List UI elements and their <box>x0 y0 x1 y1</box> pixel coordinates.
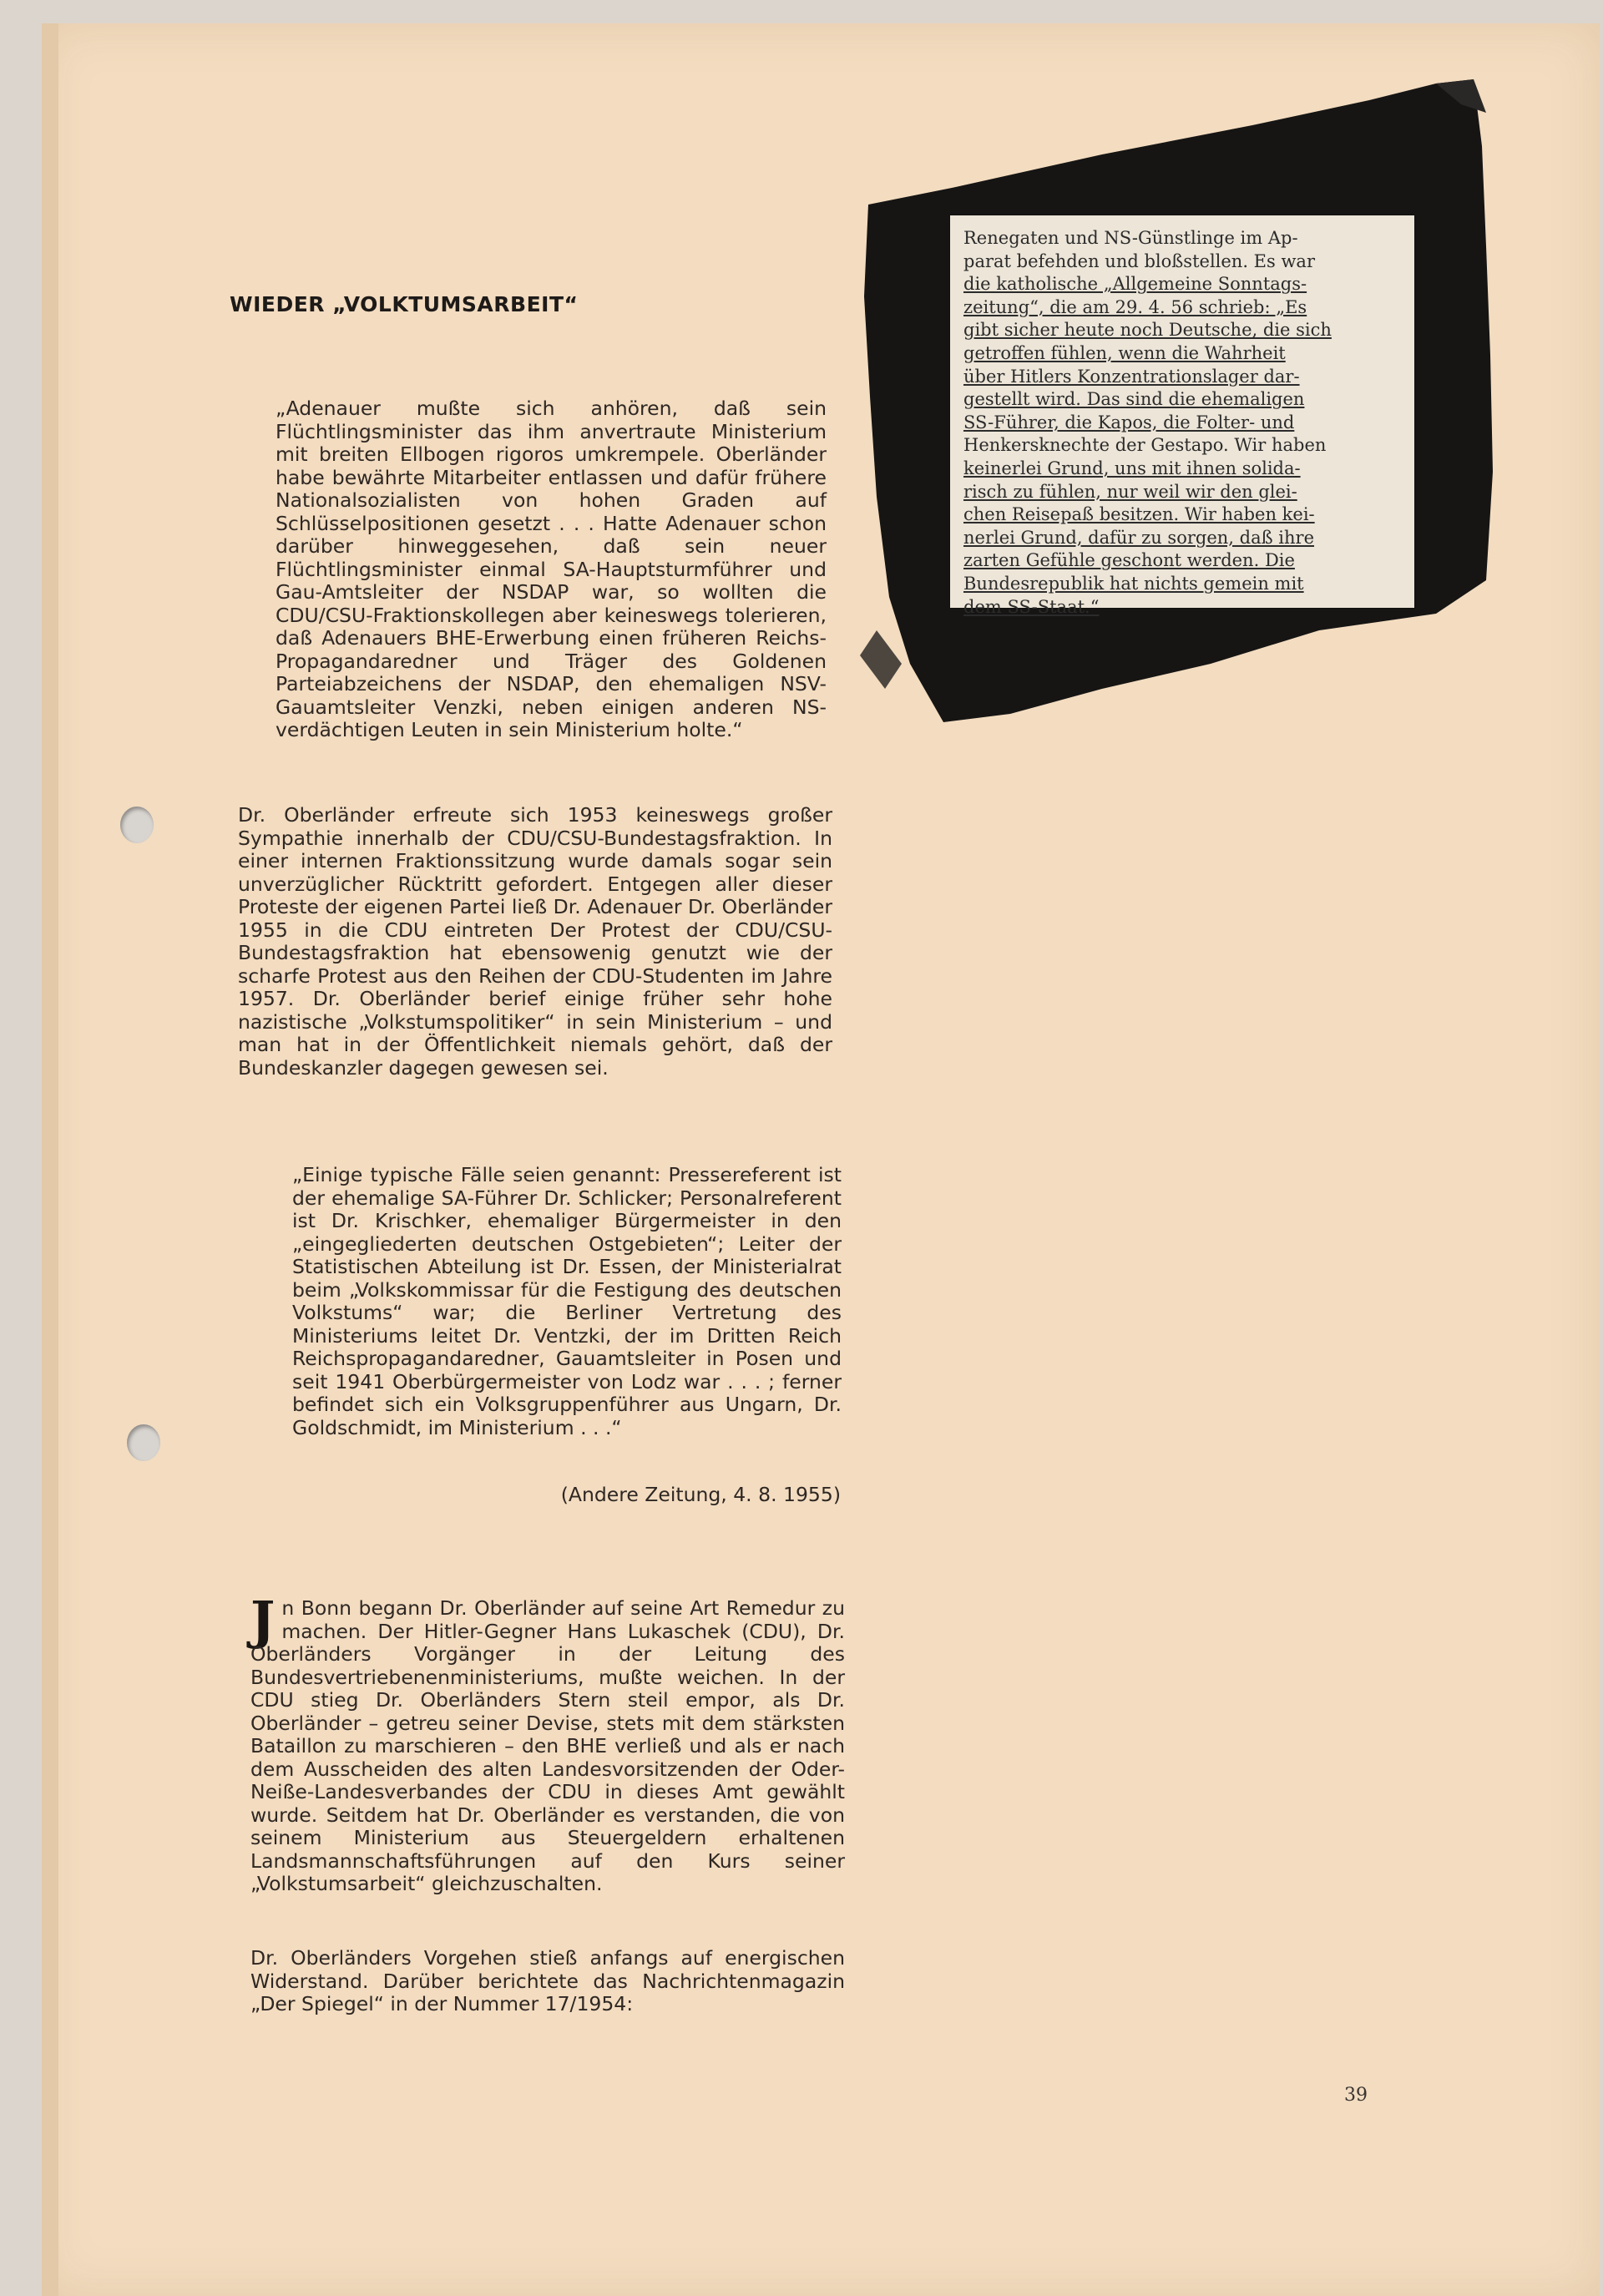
clipping-line: gibt sicher heute noch Deutsche, die sich <box>963 320 1332 341</box>
clipping-line: Henkersknechte der Gestapo. Wir haben <box>963 435 1327 456</box>
clipping-line: chen Reisepaß besitzen. Wir haben kei- <box>963 504 1315 525</box>
paragraph-spiegel-text: Dr. Oberländers Vorgehen stieß anfangs auf energischen Widerstand. Darüber berichtete das Nachrichtenmagazin „Der Spiegel“ in der Nummer 17/1954: <box>250 1946 845 2015</box>
quote-typische-faelle-text: „Einige typische Fälle seien genannt: Pressereferent ist der ehemalige SA-Führer Dr. Schlicker; Personalreferent ist Dr. Krischker, ehemaliger Bürgermeister in den „eingegliederten deutschen Ostgebieten“; Leiter der Statistischen Abteilung ist Dr. Essen, der Ministerialrat beim „Volkskommissar für die Festigung des deutschen Volkstums“ war; die Berliner Vertretung des Ministeriums leitet Dr. Ventzki, der im Dritten Reich Reichspropagandaredner, Gauamtsleiter in Posen und seit 1941 Oberbürgermeister von Lodz war . . . ; ferner befindet sich ein Volksgruppenführer aus Ungarn, Dr. Goldschmidt, im Ministerium . . .“ <box>292 1163 842 1439</box>
paragraph-sympathie <box>238 804 832 1080</box>
paragraph-spiegel <box>250 1947 845 2016</box>
clipping-line: Bundesrepublik hat nichts gemein mit <box>963 573 1304 594</box>
drop-cap: J <box>250 1590 276 1651</box>
clipping-line: gestellt wird. Das sind die ehemaligen <box>963 389 1305 410</box>
clipping-line: zeitung“, die am 29. 4. 56 schrieb: „Es <box>963 296 1307 317</box>
clipping-line: SS-Führer, die Kapos, die Folter- und <box>963 412 1295 432</box>
clipping-line: parat befehden und bloßstellen. Es war <box>963 250 1315 271</box>
paragraph-bonn-text: n Bonn begann Dr. Oberländer auf seine Art Remedur zu machen. Der Hitler-Gegner Hans Lukaschek (CDU), Dr. Oberländers Vorgänger in der Leitung des Bundesvertriebenenministeriums, mußte weichen. In der CDU stieg Dr. Oberländers Stern steil empor, als Dr. Oberländer – getreu seiner Devise, stets mit dem stärksten Bataillon zu marschieren – den BHE verließ und als er nach dem Ausscheiden des alten Landesvorsitzenden der Oder-Neiße-Landesverbandes der CDU in dieses Amt gewählt wurde. Seitdem hat Dr. Oberländer es verstanden, die von seinem Ministerium aus Steuergeldern erhaltenen Landsmannschaftsführungen auf den Kurs seiner „Volkstumsarbeit“ gleichzuschalten. <box>250 1596 845 1895</box>
clipping-line: keinerlei Grund, uns mit ihnen solida- <box>963 458 1301 478</box>
punch-hole-bottom <box>127 1424 160 1461</box>
clipping-line: getroffen fühlen, wenn die Wahrheit <box>963 342 1286 363</box>
newspaper-clipping <box>950 215 1414 617</box>
quote-typische-faelle <box>292 1164 842 1439</box>
section-heading: WIEDER „VOLKTUMSARBEIT“ <box>230 292 579 316</box>
paragraph-sympathie-text: Dr. Oberländer erfreute sich 1953 keineswegs großer Sympathie innerhalb der CDU/CSU-Bundestagsfraktion. In einer internen Fraktionssitzung wurde damals sogar sein unverzüglicher Rücktritt gefordert. Entgegen aller dieser Proteste der eigenen Partei ließ Dr. Adenauer Dr. Oberländer 1955 in die CDU eintreten Der Protest der CDU/CSU-Bundestagsfraktion hat ebensowenig genutzt wie der scharfe Protest aus den Reihen der CDU-Studenten im Jahre 1957. Dr. Oberländer berief einige früher sehr hohe nazistische „Volkstumspolitiker“ in sein Ministerium – und man hat in der Öffentlichkeit niemals gehört, daß der Bundeskanzler dagegen gewesen sei. <box>238 803 832 1080</box>
clipping-line: nerlei Grund, dafür zu sorgen, daß ihre <box>963 527 1314 548</box>
clipping-line: dem SS-Staat.“ <box>963 596 1100 617</box>
quote-source: (Andere Zeitung, 4. 8. 1955) <box>560 1483 841 1506</box>
clipping-line: zarten Gefühle geschont werden. Die <box>963 550 1295 571</box>
page-number: 39 <box>1344 2085 1368 2106</box>
clipping-line: Renegaten und NS-Günstlinge im Ap- <box>963 228 1298 248</box>
paragraph-bonn <box>250 1590 845 1896</box>
clipping-line: risch zu fühlen, nur weil wir den glei- <box>963 481 1297 502</box>
page-edge <box>42 23 58 2296</box>
quote-adenauer <box>276 397 827 742</box>
clipping-line: über Hitlers Konzentrationslager dar- <box>963 366 1300 387</box>
clipping-line: die katholische „Allgemeine Sonntags- <box>963 274 1307 295</box>
quote-adenauer-text: „Adenauer mußte sich anhören, daß sein Flüchtlingsminister das ihm anvertraute Ministerium mit breiten Ellbogen rigoros umkrempele. Oberländer habe bewährte Mitarbeiter entlassen und dafür frühere Nationalsozialisten von hohen Graden auf Schlüsselpositionen gesetzt . . . Hatte Adenauer schon darüber hinweggesehen, daß sein neuer Flüchtlingsminister einmal SA-Hauptsturmführer und Gau-Amtsleiter der NSDAP war, so wollten die CDU/CSU-Fraktionskollegen aber keineswegs tolerieren, daß Adenauers BHE-Erwerbung einen früheren Reichs-Propagandaredner und Träger des Goldenen Parteiabzeichens der NSDAP, den ehemaligen NSV-Gauamtsleiter Venzki, neben einigen anderen NS-verdächtigen Leuten in sein Ministerium holte.“ <box>276 397 827 741</box>
punch-hole-top <box>120 807 154 843</box>
